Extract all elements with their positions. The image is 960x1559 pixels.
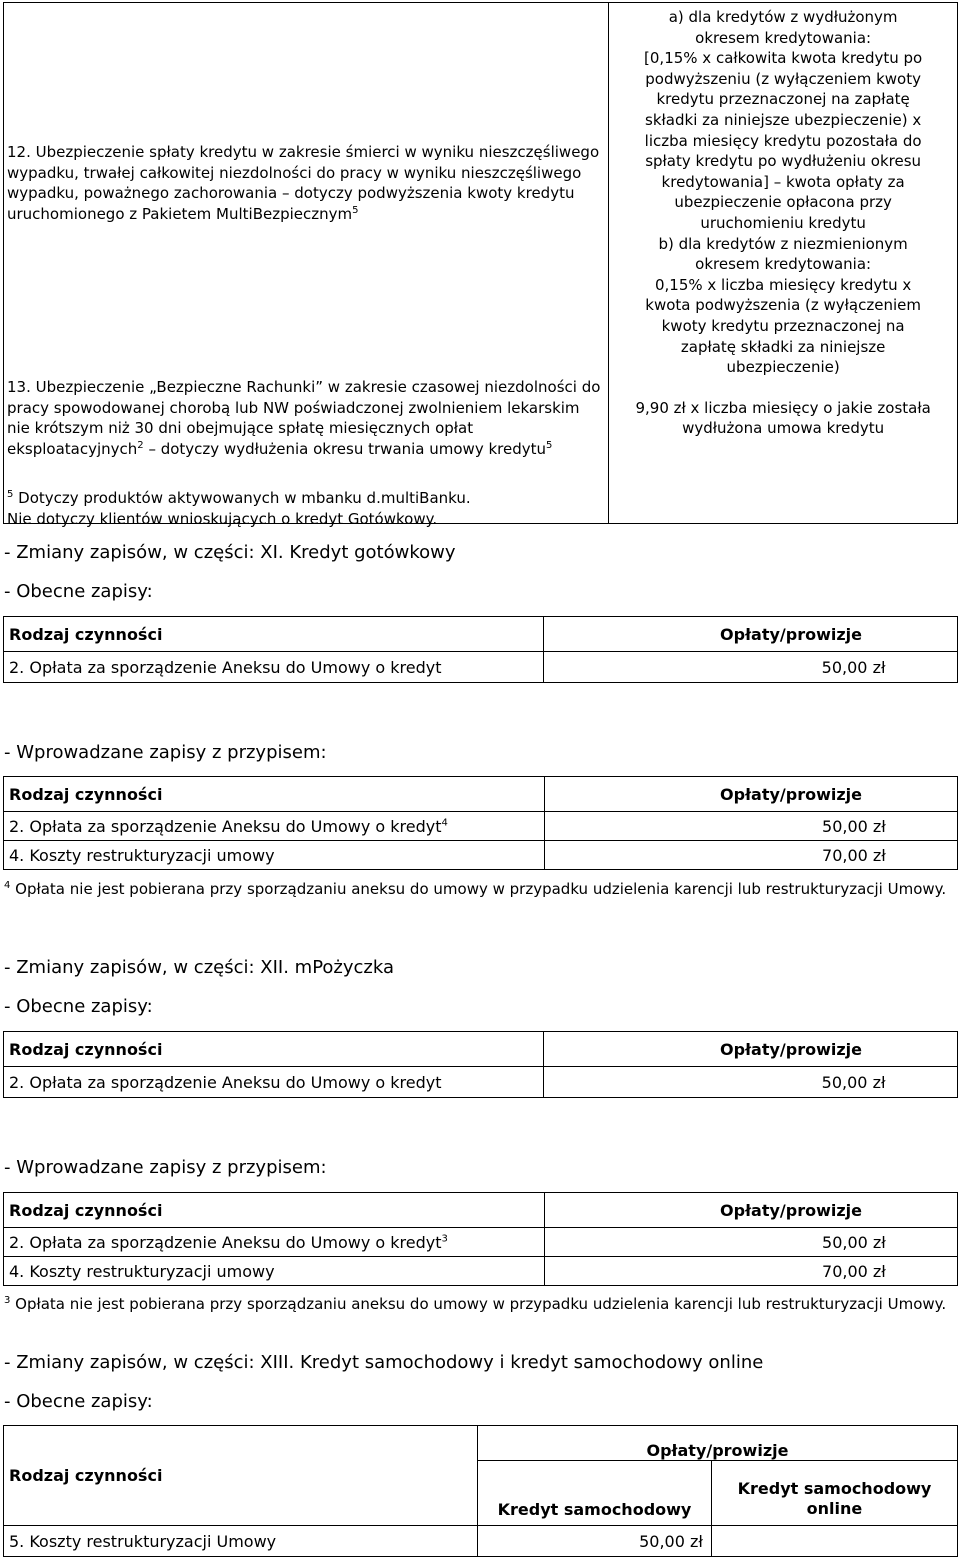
row-value (544, 652, 958, 683)
formula-line: ubezpieczenie) (726, 358, 840, 377)
row-value-empty (711, 1526, 957, 1557)
formula-line: zapłatę składki za niniejsze (680, 337, 886, 356)
fee-table-xiii-current (3, 1425, 958, 1557)
fee-table-xii-new (3, 1192, 958, 1286)
column-header-type: Rodzaj czynności (4, 617, 544, 652)
item-number: 13. (7, 378, 31, 396)
row-label-text: 2. Opłata za sporządzenie Aneksu do Umowy o kredyt (9, 1232, 442, 1252)
formula-line: okresem kredytowania: (695, 255, 872, 274)
footnote-marker: 3 (4, 1295, 11, 1306)
footnote-ref: 3 (441, 1233, 448, 1245)
formula-line: okresem kredytowania: (695, 28, 872, 47)
fee-table-xi-new (3, 776, 958, 870)
formula-line: b) dla kredytów z niezmienionym (658, 234, 908, 253)
row-label: 2. Opłata za sporządzenie Aneksu do Umowy o kredyt (4, 1067, 544, 1098)
item-13 (7, 377, 605, 459)
formula-line: kredytu przeznaczonej na zapłatę (656, 90, 910, 109)
formula-line: spłaty kredytu po wydłużeniu okresu (645, 152, 922, 171)
formula-line: wydłużona umowa kredytu (682, 419, 885, 438)
fee-amount: 50,00 zł (821, 657, 886, 677)
column-header-type: Rodzaj czynności (4, 777, 545, 812)
row-value (544, 841, 957, 870)
formula-line: uruchomieniu kredytu (700, 213, 866, 232)
formula-line: liczba miesięcy kredytu pozostała do (644, 131, 922, 150)
item-text: Ubezpieczenie spłaty kredytu w zakresie śmierci w wyniku nieszczęśliwego wypadku, trwałej całkowitej niezdolności do pracy w wyniku nieszczęśliwego wypadku, poważnego zachorowania – dotyczy podwyższenia kwoty kredytu uruchomionego z Pakietem MultiBezpiecznym (7, 143, 600, 223)
item-12 (7, 142, 603, 224)
column-header-fees: Opłaty/prowizje (544, 617, 958, 652)
section-heading-xi: - Zmiany zapisów, w części: XI. Kredyt gotówkowy (4, 542, 456, 563)
table-row (4, 841, 958, 870)
fee-amount: 50,00 zł (822, 816, 886, 836)
row-label (4, 1228, 545, 1257)
table-row (4, 812, 958, 841)
formula-line: kredytowania] – kwota opłaty za (661, 172, 905, 191)
column-header-type: Rodzaj czynności (4, 1193, 545, 1228)
formula-line: 0,15% x liczba miesięcy kredytu x (654, 275, 912, 294)
new-entries-heading: - Wprowadzane zapisy z przypisem: (4, 1157, 327, 1178)
item-number: 12. (7, 143, 31, 161)
table-row (4, 3, 958, 524)
row-label: 5. Koszty restrukturyzacji Umowy (4, 1526, 478, 1557)
column-header-fees-group: Opłaty/prowizje (477, 1426, 957, 1461)
footnote-text: Opłata nie jest pobierana przy sporządzaniu aneksu do umowy w przypadku udzielenia karencji lub restrukturyzacji Umowy. (10, 880, 947, 898)
row-label: 4. Koszty restrukturyzacji umowy (4, 841, 545, 870)
fee-amount: 50,00 zł (821, 1072, 886, 1092)
footnote-4 (4, 879, 958, 900)
row-label (4, 812, 545, 841)
fee-amount: 70,00 zł (822, 1261, 886, 1281)
table-header-row (4, 1426, 958, 1461)
formula-line: składki za niniejsze ubezpieczenie) x (645, 110, 922, 129)
formula-line: podwyższeniu (z wyłączeniem kwoty (645, 69, 921, 88)
item-text-continued: – dotyczy wydłużenia okresu trwania umowy kredytu (143, 439, 547, 458)
row-label: 4. Koszty restrukturyzacji umowy (4, 1257, 545, 1286)
current-entries-heading: - Obecne zapisy: (4, 581, 153, 602)
fee-formula-b (609, 234, 957, 378)
insurance-fees-cell (609, 3, 958, 524)
fee-formula-a (609, 3, 957, 234)
table-row (4, 1526, 958, 1557)
insurance-items-cell (4, 3, 609, 528)
table-header-row (4, 1032, 958, 1067)
footnote-marker: 5 (7, 489, 14, 500)
fee-table-xii-current (3, 1031, 958, 1098)
formula-line: [0,15% x całkowita kwota kredytu po (644, 49, 923, 68)
fee-table-insurance (3, 2, 958, 528)
new-entries-heading: - Wprowadzane zapisy z przypisem: (4, 742, 327, 763)
table-row (4, 1067, 958, 1098)
table-row (4, 652, 958, 683)
fee-amount: 50,00 zł (822, 1232, 886, 1252)
column-header-type: Rodzaj czynności (4, 1426, 478, 1526)
footnote-line: Nie dotyczy klientów wnioskujących o kredyt Gotówkowy. (7, 509, 438, 528)
formula-line: 9,90 zł x liczba miesięcy o jakie została (635, 398, 931, 417)
fee-table-xi-current (3, 616, 958, 683)
fee-amount: 70,00 zł (822, 845, 886, 865)
section-heading-xiii: - Zmiany zapisów, w części: XIII. Kredyt samochodowy i kredyt samochodowy online (4, 1352, 764, 1373)
fee-formula-item13 (609, 398, 957, 439)
column-header-fees: Opłaty/prowizje (544, 1193, 957, 1228)
footnote-3 (4, 1294, 958, 1315)
row-value (544, 1228, 957, 1257)
footnote-marker: 4 (4, 880, 11, 891)
formula-line: kwota podwyższenia (z wyłączeniem (645, 296, 921, 315)
row-value (544, 1257, 957, 1286)
formula-line: ubezpieczenie opłacona przy (674, 193, 892, 212)
column-header-type: Rodzaj czynności (4, 1032, 544, 1067)
column-header-car-loan-online: Kredyt samochodowy online (711, 1461, 957, 1526)
footnote-ref: 5 (546, 439, 553, 451)
column-header-fees: Opłaty/prowizje (544, 1032, 958, 1067)
column-header-fees: Opłaty/prowizje (544, 777, 957, 812)
column-header-car-loan: Kredyt samochodowy (477, 1461, 711, 1526)
table-row (4, 1257, 958, 1286)
row-label: 2. Opłata za sporządzenie Aneksu do Umowy o kredyt (4, 652, 544, 683)
row-value (544, 1067, 958, 1098)
footnote-text: Opłata nie jest pobierana przy sporządzaniu aneksu do umowy w przypadku udzielenia karencji lub restrukturyzacji Umowy. (10, 1295, 947, 1313)
footnote-ref: 4 (441, 817, 448, 829)
formula-line: kwoty kredytu przeznaczonej na (661, 316, 905, 335)
row-label-text: 2. Opłata za sporządzenie Aneksu do Umowy o kredyt (9, 816, 442, 836)
table-row (4, 1228, 958, 1257)
footnote-5 (7, 488, 605, 529)
formula-line: a) dla kredytów z wydłużonym (668, 8, 898, 26)
current-entries-heading: - Obecne zapisy: (4, 996, 153, 1017)
current-entries-heading: - Obecne zapisy: (4, 1391, 153, 1412)
section-heading-xii: - Zmiany zapisów, w części: XII. mPożyczka (4, 957, 395, 978)
table-header-row (4, 777, 958, 812)
footnote-ref: 5 (352, 204, 359, 216)
footnote-ref: 2 (137, 439, 144, 451)
row-value (544, 812, 957, 841)
footnote-line: Dotyczy produktów aktywowanych w mbanku d.multiBanku. (13, 489, 471, 507)
table-header-row (4, 617, 958, 652)
item-text: Ubezpieczenie „Bezpieczne Rachunki” w zakresie czasowej niezdolności do pracy spowodowanej chorobą lub NW poświadczonej zwolnieniem lekarskim nie krótszym niż 30 dni obejmujące spłatę miesięcznych opłat eksploatacyjnych (7, 378, 601, 458)
row-value: 50,00 zł (477, 1526, 711, 1557)
table-header-row (4, 1193, 958, 1228)
